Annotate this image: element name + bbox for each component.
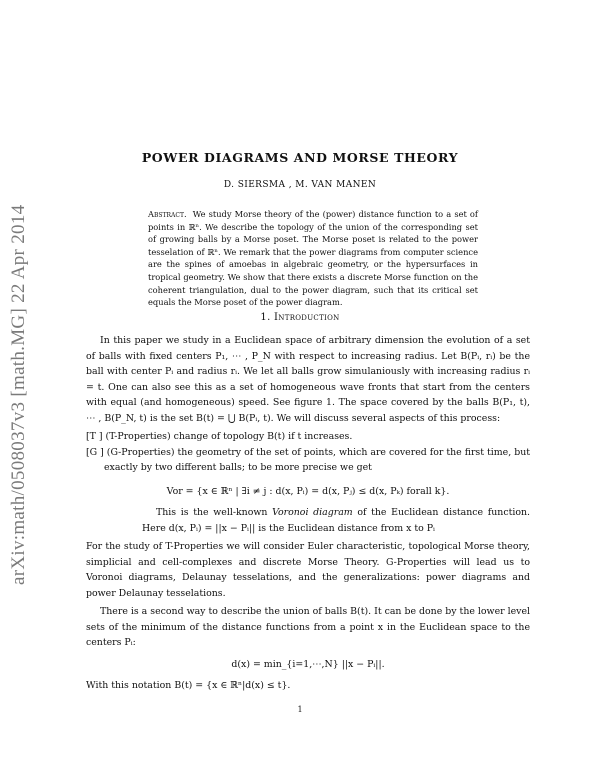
voronoi-term: Voronoi diagram [272, 507, 353, 518]
section-number: 1. [260, 312, 271, 323]
abstract-label: Abstract. [148, 209, 187, 219]
voronoi-formula: Vor = {x ∈ ℝⁿ | ∃i ≠ j : d(x, Pᵢ) = d(x, Pⱼ) ≤ d(x, Pₖ) forall k}. [166, 485, 450, 497]
properties-paragraph: For the study of T-Properties we will consider Euler characteristic, topological Morse theory, simplicial and cell-complexes and discrete Morse Theory. G-Properties will lead us to Voronoi diagrams, Delaunay tesselations, and the generalizations: power diagrams and power Delaunay tesselations. [86, 541, 530, 599]
page-number: 1 [297, 705, 303, 714]
distance-function-formula: d(x) = min_{i=1,⋯,N} ||x − Pᵢ||. [231, 658, 385, 670]
arxiv-identifier-stamp: arXiv:math/0508037v3 [math.MG] 22 Apr 2014 [8, 204, 29, 585]
voronoi-text-post: of the Euclidean distance function. Here d(x, Pᵢ) = ||x − Pᵢ|| is the Euclidean distance from x to Pᵢ [142, 507, 530, 534]
paper-title: POWER DIAGRAMS AND MORSE THEORY [141, 150, 459, 165]
voronoi-text-pre: This is the well-known [156, 507, 273, 518]
list-item-g-properties: [G ] (G-Properties) the geometry of the set of points, which are covered for the first time, but exactly by two different balls; to be more precise we get [86, 446, 530, 473]
section-title: Introduction [274, 312, 340, 323]
voronoi-paragraph [86, 505, 530, 536]
body-text [86, 333, 530, 694]
abstract-text: We study Morse theory of the (power) distance function to a set of points in ℝⁿ. We describe the topology of the union of the corresponding set of growing balls by a Morse poset. The Morse poset is related to the power tesselation of ℝⁿ. We remark that the power diagrams from computer science are the spines of amoebas in algebraic geometry, or the hypersurfaces in tropical geometry. We show that there exists a discrete Morse function on the coherent triangulation, dual to the power diagram, such that its critical set equals the Morse poset of the power diagram. [148, 209, 478, 308]
notation-paragraph: With this notation B(t) = {x ∈ ℝⁿ|d(x) ≤ t}. [86, 680, 291, 691]
list-item-t-properties: [T ] (T-Properties) change of topology B(t) if t increases. [86, 431, 353, 442]
level-sets-paragraph: There is a second way to describe the union of balls B(t). It can be done by the lower level sets of the minimum of the distance functions from a point x in the Euclidean space to the centers Pᵢ: [86, 606, 530, 648]
abstract [148, 208, 478, 309]
section-heading [0, 312, 600, 323]
intro-paragraph: In this paper we study in a Euclidean space of arbitrary dimension the evolution of a set of balls with fixed centers P₁, ⋯ , P_N with respect to increasing radius. Let B(Pᵢ, rᵢ) be the ball with center Pᵢ and radius rᵢ. We let all balls grow simulaniously with increasing radius rᵢ = t. One can also see this as a set of homogeneous wave fronts that start from the centers with equal (and homogeneous) speed. See figure 1. The space covered by the balls B(P₁, t), ⋯ , B(P_N, t) is the set B(t) = ⋃ B(Pᵢ, t). We will discuss several aspects of this process: [86, 335, 530, 424]
paper-authors: D. SIERSMA , M. VAN MANEN [223, 180, 377, 190]
